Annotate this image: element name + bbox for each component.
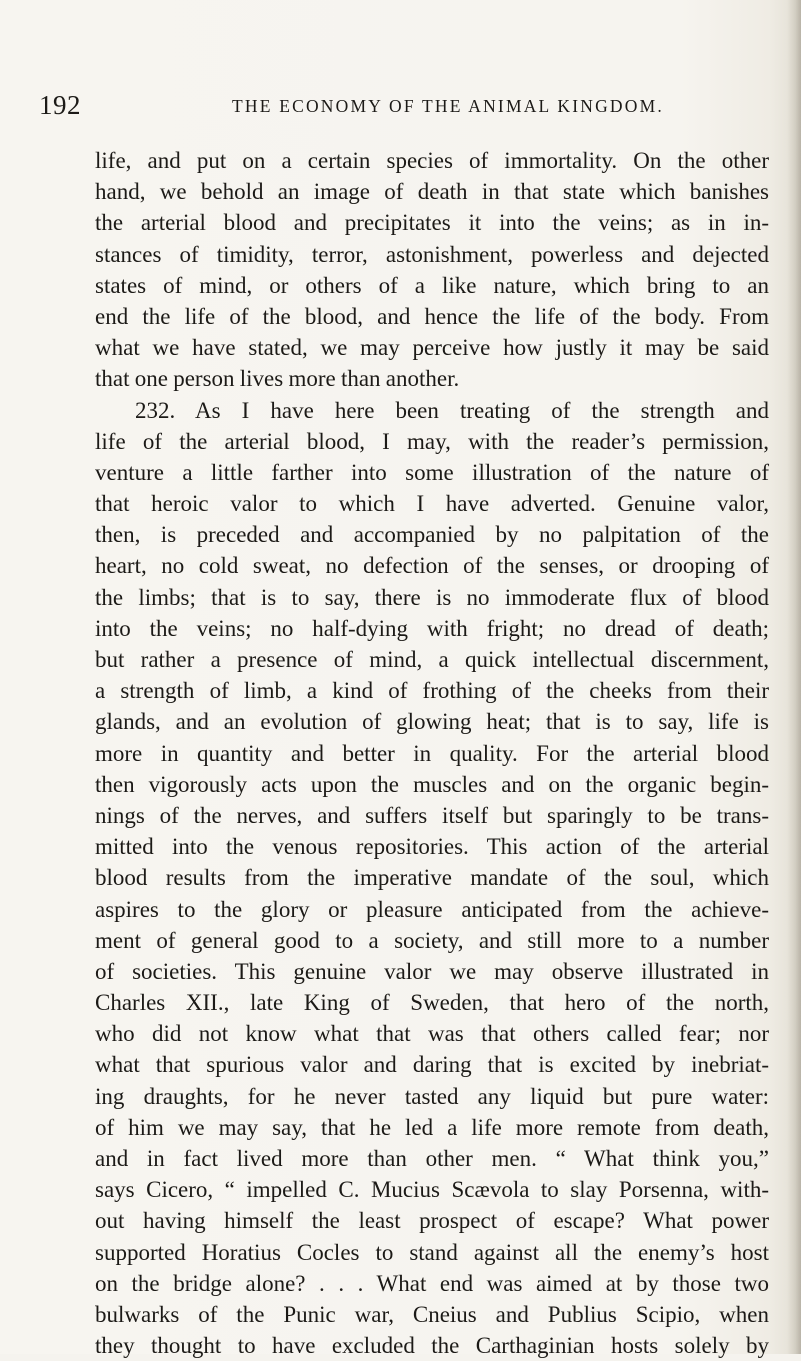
text-line: ing draughts, for he never tasted any liquid but pure water:: [95, 1083, 769, 1109]
text-line: stances of timidity, terror, astonishment, powerless and dejected: [95, 241, 769, 267]
page-edge-shadow: [787, 0, 801, 1354]
text-line: Charles XII., late King of Sweden, that hero of the north,: [95, 990, 769, 1016]
text-line: the limbs; that is to say, there is no immoderate flux of blood: [95, 584, 769, 610]
text-line: and in fact lived more than other men. “ What think you,”: [95, 1146, 769, 1171]
text-line: of him we may say, that he led a life more remote from death,: [95, 1114, 769, 1140]
text-line: of societies. This genuine valor we may observe illustrated in: [95, 958, 769, 984]
text-line: what that spurious valor and daring that is excited by inebriat-: [95, 1052, 769, 1078]
text-line: then vigorously acts upon the muscles and on the organic begin-: [95, 771, 769, 797]
text-line: life of the arterial blood, I may, with the reader’s permission,: [95, 428, 769, 454]
text-line: life, and put on a certain species of immortality. On the other: [95, 148, 769, 173]
text-line: mitted into the venous repositories. This action of the arterial: [95, 834, 769, 860]
text-line: blood results from the imperative mandate of the soul, which: [95, 865, 769, 891]
text-line: venture a little farther into some illustration of the nature of: [95, 459, 769, 485]
text-line: end the life of the blood, and hence the life of the body. From: [95, 303, 769, 329]
text-line: says Cicero, “ impelled C. Mucius Scævola to slay Porsenna, with-: [95, 1177, 769, 1203]
text-line: nings of the nerves, and suffers itself but sparingly to be trans-: [95, 802, 769, 828]
body-text: [95, 145, 769, 1361]
text-line: states of mind, or others of a like nature, which bring to an: [95, 272, 769, 298]
page-number: 192: [39, 90, 81, 120]
text-line: that heroic valor to which I have adverted. Genuine valor,: [95, 491, 769, 517]
running-head: [20, 90, 780, 120]
text-line: but rather a presence of mind, a quick intellectual discernment,: [95, 647, 769, 672]
text-line: more in quantity and better in quality. For the arterial blood: [95, 740, 769, 766]
text-line: who did not know what that was that others called fear; nor: [95, 1021, 769, 1047]
text-line: hand, we behold an image of death in that state which banishes: [95, 179, 769, 205]
text-line: a strength of limb, a kind of frothing of the cheeks from their: [95, 678, 769, 704]
text-line: bulwarks of the Punic war, Cneius and Publius Scipio, when: [95, 1301, 769, 1327]
text-line: that one person lives more than another.: [95, 366, 460, 392]
text-line: heart, no cold sweat, no defection of the senses, or drooping of: [95, 553, 769, 579]
text-line: ment of general good to a society, and still more to a number: [95, 927, 769, 953]
text-line: aspires to the glory or pleasure anticipated from the achieve-: [95, 896, 769, 922]
text-line: the arterial blood and precipitates it into the veins; as in in-: [95, 210, 769, 236]
text-line: glands, and an evolution of glowing heat; that is to say, life is: [95, 709, 769, 735]
text-line: they thought to have excluded the Carthaginian hosts solely by: [95, 1333, 769, 1359]
running-title: THE ECONOMY OF THE ANIMAL KINGDOM.: [232, 96, 664, 116]
text-line: out having himself the least prospect of escape? What power: [95, 1208, 769, 1234]
text-line: then, is preceded and accompanied by no palpitation of the: [95, 522, 769, 548]
text-line: into the veins; no half-dying with fright; no dread of death;: [95, 615, 769, 641]
text-line: on the bridge alone? . . . What end was aimed at by those two: [95, 1270, 769, 1296]
text-line: supported Horatius Cocles to stand against all the enemy’s host: [95, 1239, 769, 1265]
text-line: what we have stated, we may perceive how justly it may be said: [95, 335, 769, 361]
text-line: 232. As I have here been treating of the strength and: [135, 397, 769, 423]
